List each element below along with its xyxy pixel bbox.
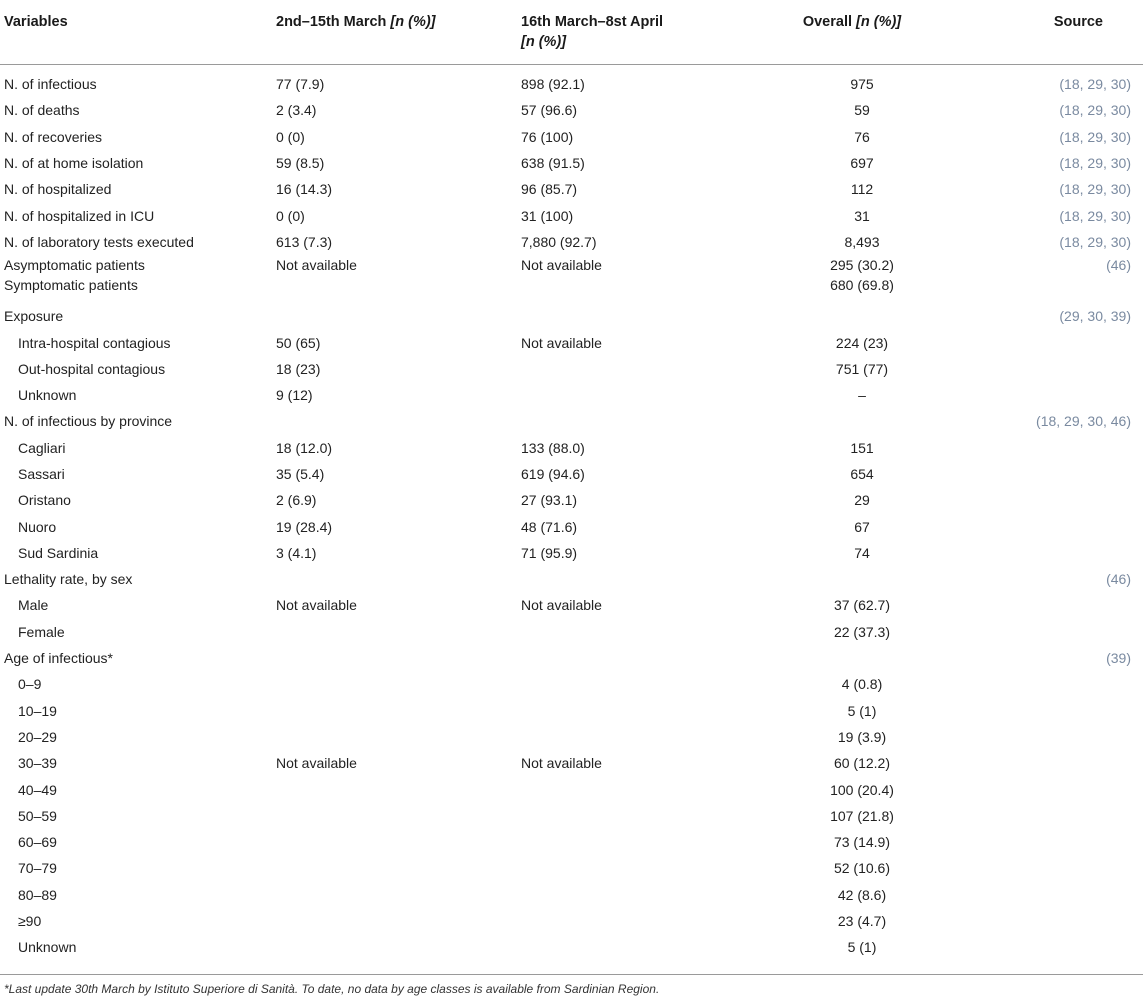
period-2-cell: 898 (92.1) <box>521 76 585 93</box>
source-cell <box>982 540 1143 566</box>
period-1-cell <box>272 645 517 671</box>
source-ref: (18, 29, 30) <box>1059 76 1131 93</box>
source-cell <box>982 487 1143 513</box>
period-1-cell: 2 (6.9) <box>276 492 317 509</box>
table-row <box>0 724 1143 750</box>
source-cell <box>982 435 1143 461</box>
source-cell <box>982 750 1143 776</box>
variable-cell: N. of deaths <box>4 102 80 119</box>
variable-cell: Cagliari <box>18 439 66 456</box>
group-label-cell: N. of infectious by province <box>4 413 173 430</box>
source-cell <box>982 356 1143 382</box>
overall-cell: 654 <box>850 466 874 482</box>
table-row <box>0 176 1143 202</box>
overall-cell: – <box>858 387 866 404</box>
source-cell <box>982 803 1143 829</box>
variable-cell: Out-hospital contagious <box>18 360 166 377</box>
variable-cell: Sassari <box>18 466 65 482</box>
footnote: *Last update 30th March by Istituto Superiore di Sanità. To date, no data by age classes is available from Sardinian Region. <box>4 982 660 996</box>
source-cell <box>982 934 1143 960</box>
variable-cell: Intra-hospital contagious <box>18 334 171 351</box>
source-cell <box>982 255 1143 303</box>
overall-cell: 67 <box>854 518 870 535</box>
table-row <box>0 619 1143 645</box>
group-label-cell: Exposure <box>4 308 64 325</box>
source-cell <box>982 645 1143 671</box>
period-1-cell: 2 (3.4) <box>276 102 317 119</box>
overall-cell: 37 (62.7) <box>833 597 891 614</box>
source-cell <box>982 855 1143 881</box>
period-2-cell: 619 (94.6) <box>521 466 585 482</box>
source-cell <box>982 202 1143 228</box>
period-1-cell: Not available <box>276 257 357 274</box>
source-cell <box>982 698 1143 724</box>
period-1-cell: 9 (12) <box>276 387 313 404</box>
variable-cell: 70–79 <box>18 860 57 877</box>
table-row <box>0 435 1143 461</box>
source-cell <box>982 671 1143 697</box>
footer-rule <box>0 974 1143 975</box>
period-2-cell <box>517 382 762 408</box>
table-row <box>0 382 1143 408</box>
period-1-cell <box>272 855 517 881</box>
table-row <box>0 540 1143 566</box>
source-cell <box>982 176 1143 202</box>
table-row <box>0 698 1143 724</box>
overall-line: 680 (69.8) <box>830 277 894 294</box>
overall-cell: 60 (12.2) <box>833 755 891 772</box>
period-2-cell <box>517 934 762 960</box>
source-cell <box>982 566 1143 592</box>
table-row <box>0 934 1143 960</box>
period-1-cell: 35 (5.4) <box>276 466 325 482</box>
overall-cell: 42 (8.6) <box>837 886 887 903</box>
period-2-cell <box>517 645 762 671</box>
source-cell <box>982 724 1143 750</box>
variable-cell: N. of laboratory tests executed <box>4 233 194 250</box>
period-2-cell <box>517 908 762 934</box>
overall-cell: 975 <box>850 76 874 93</box>
source-cell <box>982 513 1143 539</box>
period-2-cell: Not available <box>521 597 602 614</box>
period-1-cell <box>272 908 517 934</box>
period-2-cell: Not available <box>521 334 602 351</box>
group-label-cell: Lethality rate, by sex <box>4 571 133 588</box>
period-1-cell: 77 (7.9) <box>276 76 325 93</box>
period-2-cell: 96 (85.7) <box>521 181 578 198</box>
table-row <box>0 645 1143 671</box>
period-1-cell: 0 (0) <box>276 128 305 145</box>
overall-cell: 31 <box>854 207 870 224</box>
overall-cell: 73 (14.9) <box>833 834 891 851</box>
period-1-cell <box>272 882 517 908</box>
table-row <box>0 329 1143 355</box>
table-row <box>0 461 1143 487</box>
period-1-cell <box>272 934 517 960</box>
source-ref: (18, 29, 30) <box>1059 155 1131 172</box>
variable-cell: 40–49 <box>18 781 57 798</box>
table-row <box>0 803 1143 829</box>
variable-cell: N. of infectious <box>4 76 97 93</box>
table-row <box>0 750 1143 776</box>
table-row <box>0 487 1143 513</box>
variable-cell: Oristano <box>18 492 71 509</box>
period-1-cell <box>272 724 517 750</box>
variable-cell <box>0 255 272 303</box>
period-1-cell <box>272 829 517 855</box>
overall-cell <box>762 566 982 592</box>
variable-cell: Unknown <box>18 387 77 404</box>
period-2-cell: 133 (88.0) <box>521 439 585 456</box>
header-row <box>0 0 1143 65</box>
period-1-cell: 50 (65) <box>276 334 321 351</box>
source-ref: (18, 29, 30) <box>1059 102 1131 119</box>
variable-line: Symptomatic patients <box>4 277 138 294</box>
period-1-cell: 19 (28.4) <box>276 518 333 535</box>
period-2-cell <box>517 671 762 697</box>
variable-cell: 10–19 <box>18 702 57 719</box>
table-row <box>0 855 1143 881</box>
table-row <box>0 908 1143 934</box>
period-1-cell <box>272 566 517 592</box>
overall-cell: 4 (0.8) <box>841 676 883 693</box>
period-1-cell: 59 (8.5) <box>276 155 325 172</box>
period-2-cell: Not available <box>521 257 602 274</box>
source-cell <box>982 65 1143 98</box>
source-cell <box>982 776 1143 802</box>
table-row <box>0 255 1143 303</box>
variable-cell: 30–39 <box>18 755 57 772</box>
overall-cell: 112 <box>850 181 874 198</box>
variable-cell: 80–89 <box>18 886 57 903</box>
header-variables: Variables <box>0 0 272 65</box>
source-cell <box>982 124 1143 150</box>
source-ref: (18, 29, 30, 46) <box>1036 413 1131 430</box>
group-label-cell: Age of infectious* <box>4 650 113 667</box>
table-row <box>0 776 1143 802</box>
variable-cell: 50–59 <box>18 807 57 824</box>
overall-cell: 23 (4.7) <box>837 913 887 930</box>
overall-cell <box>762 645 982 671</box>
table-row <box>0 65 1143 98</box>
table-row <box>0 124 1143 150</box>
table-row <box>0 671 1143 697</box>
source-cell <box>982 829 1143 855</box>
overall-cell: 224 (23) <box>835 334 889 351</box>
period-2-cell <box>517 776 762 802</box>
variable-line: Asymptomatic patients <box>4 257 145 274</box>
table-row <box>0 513 1143 539</box>
period-2-cell: 638 (91.5) <box>521 155 585 172</box>
period-2-cell <box>517 303 762 329</box>
header-period-1: 2nd–15th March [n (%)] <box>272 0 517 65</box>
period-1-cell <box>272 698 517 724</box>
source-cell <box>982 329 1143 355</box>
period-2-cell <box>517 408 762 434</box>
period-2-cell <box>517 829 762 855</box>
period-1-cell: 16 (14.3) <box>276 181 333 198</box>
overall-cell <box>762 303 982 329</box>
period-1-cell: Not available <box>276 597 357 614</box>
period-1-cell <box>272 803 517 829</box>
source-ref: (18, 29, 30) <box>1059 181 1131 198</box>
period-1-cell: 613 (7.3) <box>276 233 333 250</box>
variable-cell: N. of hospitalized in ICU <box>4 207 155 224</box>
overall-cell: 74 <box>854 544 870 561</box>
variable-cell: Male <box>18 597 49 614</box>
period-1-cell <box>272 671 517 697</box>
table-row <box>0 566 1143 592</box>
variable-cell: 20–29 <box>18 728 57 745</box>
overall-cell: 107 (21.8) <box>830 807 894 824</box>
period-2-cell: 71 (95.9) <box>521 544 578 561</box>
period-2-cell <box>517 698 762 724</box>
overall-cell: 5 (1) <box>847 702 877 719</box>
source-cell <box>982 592 1143 618</box>
overall-cell: 697 <box>850 155 874 172</box>
table-row <box>0 303 1143 329</box>
source-cell <box>982 229 1143 255</box>
period-2-cell: 7,880 (92.7) <box>521 233 597 250</box>
period-2-cell <box>517 855 762 881</box>
source-cell <box>982 97 1143 123</box>
overall-cell <box>762 408 982 434</box>
variable-cell: Unknown <box>18 939 77 956</box>
overall-cell: 22 (37.3) <box>833 623 891 640</box>
source-cell <box>982 461 1143 487</box>
overall-cell: 151 <box>850 439 874 456</box>
variable-cell: N. of recoveries <box>4 128 103 145</box>
overall-line: 295 (30.2) <box>830 257 894 274</box>
variable-cell: ≥90 <box>18 913 42 930</box>
source-cell <box>982 382 1143 408</box>
variable-cell: 60–69 <box>18 834 57 851</box>
period-1-cell <box>272 619 517 645</box>
overall-cell: 59 <box>854 102 870 119</box>
period-2-cell <box>517 619 762 645</box>
variable-cell: Sud Sardinia <box>18 544 99 561</box>
period-2-cell: Not available <box>521 755 602 772</box>
period-1-cell: 18 (12.0) <box>276 439 333 456</box>
period-2-cell: 57 (96.6) <box>521 102 578 119</box>
variable-cell: Female <box>18 623 65 640</box>
source-cell <box>982 408 1143 434</box>
header-overall: Overall [n (%)] <box>762 0 982 65</box>
period-2-cell: 31 (100) <box>521 207 574 224</box>
period-1-cell: 18 (23) <box>276 360 321 377</box>
table-row <box>0 592 1143 618</box>
source-cell <box>982 150 1143 176</box>
source-cell <box>982 882 1143 908</box>
table-row <box>0 229 1143 255</box>
overall-cell: 19 (3.9) <box>837 728 887 745</box>
period-2-cell: 48 (71.6) <box>521 518 578 535</box>
source-cell <box>982 908 1143 934</box>
period-2-cell: 76 (100) <box>521 128 574 145</box>
overall-cell: 76 <box>854 128 870 145</box>
source-ref: (18, 29, 30) <box>1059 233 1131 250</box>
variable-cell: N. of at home isolation <box>4 155 144 172</box>
table-row <box>0 408 1143 434</box>
table-body <box>0 65 1143 961</box>
header-source: Source <box>982 0 1143 65</box>
table-row <box>0 150 1143 176</box>
overall-cell: 52 (10.6) <box>833 860 891 877</box>
variable-cell: 0–9 <box>18 676 42 693</box>
source-cell <box>982 303 1143 329</box>
period-1-cell <box>272 408 517 434</box>
source-cell <box>982 619 1143 645</box>
overall-cell <box>762 255 982 303</box>
period-2-cell <box>517 356 762 382</box>
variable-cell: Nuoro <box>18 518 57 535</box>
period-2-cell <box>517 803 762 829</box>
overall-cell: 5 (1) <box>847 939 877 956</box>
overall-cell: 100 (20.4) <box>830 781 894 798</box>
period-1-cell: Not available <box>276 755 357 772</box>
source-ref: (29, 30, 39) <box>1059 308 1131 325</box>
overall-cell: 751 (77) <box>835 360 889 377</box>
period-2-cell <box>517 724 762 750</box>
source-ref: (18, 29, 30) <box>1059 128 1131 145</box>
variable-cell: N. of hospitalized <box>4 181 112 198</box>
table-row <box>0 97 1143 123</box>
table-row <box>0 356 1143 382</box>
table-row <box>0 882 1143 908</box>
source-ref: (18, 29, 30) <box>1059 207 1131 224</box>
header-period-2: 16th March–8st April [n (%)] <box>517 0 762 65</box>
period-1-cell: 3 (4.1) <box>276 544 317 561</box>
period-2-cell: 27 (93.1) <box>521 492 578 509</box>
table-row <box>0 829 1143 855</box>
period-1-cell: 0 (0) <box>276 207 305 224</box>
table-row <box>0 202 1143 228</box>
source-ref: (39) <box>1106 650 1131 667</box>
period-1-cell <box>272 776 517 802</box>
source-ref: (46) <box>1106 257 1131 274</box>
period-2-cell <box>517 882 762 908</box>
source-ref: (46) <box>1106 571 1131 588</box>
overall-cell: 8,493 <box>844 233 880 250</box>
period-2-cell <box>517 566 762 592</box>
overall-cell: 29 <box>854 492 870 509</box>
period-1-cell <box>272 303 517 329</box>
